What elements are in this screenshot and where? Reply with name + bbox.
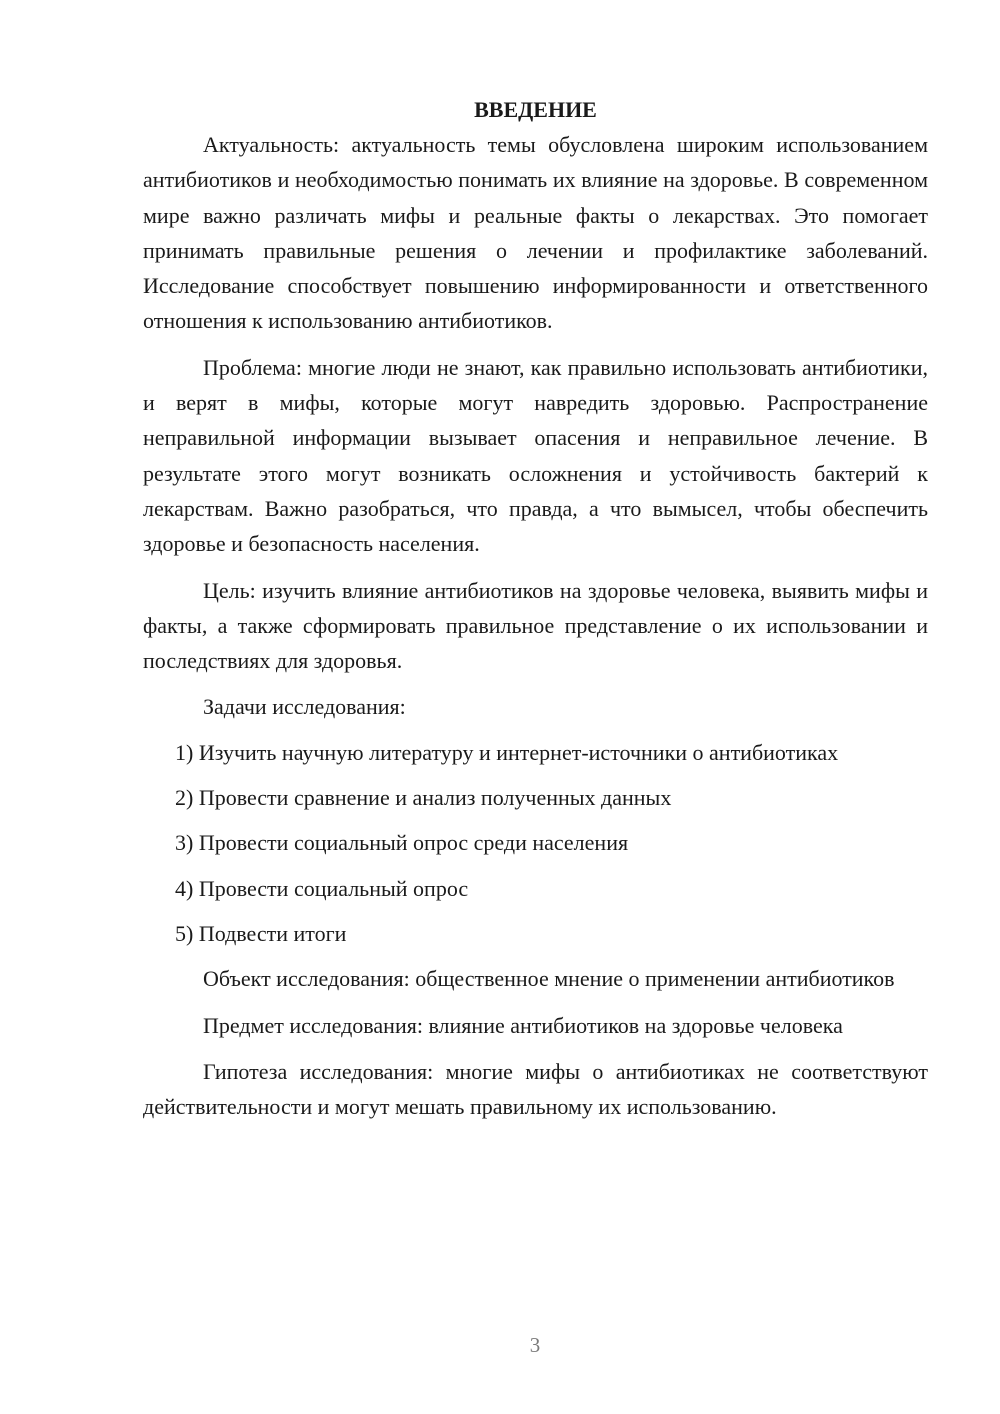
page-number: 3	[529, 1333, 541, 1357]
task-item: 5) Подвести итоги	[175, 920, 347, 946]
hypothesis-paragraph: Гипотеза исследования: многие мифы о антибиотиках не соответствуют действительности и могут мешать правильному их использованию.	[143, 1058, 928, 1120]
subject-paragraph: Предмет исследования: влияние антибиотиков на здоровье человека	[203, 1012, 843, 1038]
relevance-paragraph: Актуальность: актуальность темы обусловлена широким использованием антибиотиков и необходимостью понимать их влияние на здоровье. В современном мире важно различать мифы и реальные факты о лекарствах. Это помогает принимать правильные решения о лечении и профилактике заболеваний. Исследование способствует повышению информированности и ответственного отношения к использованию антибиотиков.	[143, 132, 928, 334]
task-item: 2) Провести сравнение и анализ полученных данных	[175, 785, 672, 811]
page-content	[143, 92, 928, 1124]
task-list	[143, 735, 928, 951]
object-paragraph: Объект исследования: общественное мнение о применении антибиотиков	[203, 966, 895, 992]
task-item: 4) Провести социальный опрос	[175, 875, 469, 901]
task-item: 3) Провести социальный опрос среди населения	[175, 830, 629, 856]
goal-paragraph: Цель: изучить влияние антибиотиков на здоровье человека, выявить мифы и факты, а также сформировать правильное представление о их использовании и последствиях для здоровья.	[143, 577, 928, 674]
problem-paragraph: Проблема: многие люди не знают, как правильно использовать антибиотики, и верят в мифы, которые могут навредить здоровью. Распространение неправильной информации вызывает опасения и неправильное лечение. В результате этого могут возникать осложнения и устойчивость бактерий к лекарствам. Важно разобраться, что правда, а что вымысел, чтобы обеспечить здоровье и безопасность населения.	[143, 354, 928, 557]
tasks-heading: Задачи исследования:	[203, 694, 406, 720]
section-title: ВВЕДЕНИЕ	[474, 97, 597, 122]
task-item: 1) Изучить научную литературу и интернет-источники о антибиотиках	[175, 739, 839, 765]
